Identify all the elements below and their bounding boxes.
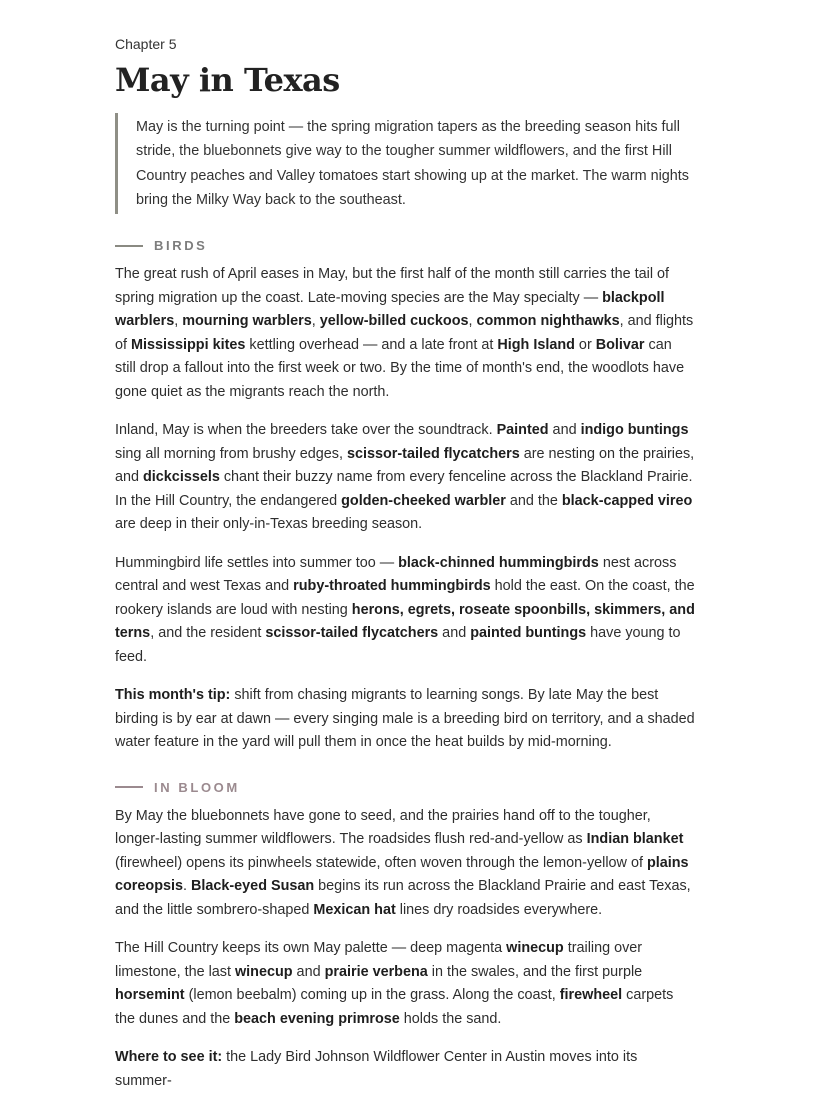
- highlighted-term: herons, egrets, roseate spoonbills, skimmers, and terns: [115, 601, 695, 642]
- highlighted-term: scissor-tailed flycatchers: [346, 445, 520, 462]
- highlighted-term: Mississippi kites: [131, 336, 246, 353]
- section-rule: [115, 245, 143, 247]
- bloom-paragraph-1: By May the bluebonnets have gone to seed, and the prairies hand off to the tougher, longer-lasting summer wildflowers. The roadsides flush red-and-yellow as Indian blanket (firewheel) opens its pinwheels statewide, often woven through the lemon-yellow of plains coreopsis. Black-eyed Susan begins its run across the Blackland Prairie and east Texas, and the little sombrero-shaped Mexican hat lines dry roadsides everywhere.: [115, 807, 691, 918]
- highlighted-term: plains coreopsis: [115, 854, 689, 895]
- highlighted-term: High Island: [497, 336, 575, 353]
- highlighted-term: common nighthawks: [476, 313, 620, 330]
- highlighted-term: indigo buntings: [580, 422, 689, 439]
- highlighted-term: winecup: [506, 940, 564, 957]
- birds-paragraph-1: The great rush of April eases in May, but the first half of the month still carries the tail of spring migration up the coast. Late-moving species are the May specialty — blackpoll warblers, mourning warblers, yellow-billed cuckoos, common nighthawks, and flights of Mississippi kites kettling overhead — and a late front at High Island or Bolivar can still drop a fallout into the first week or two. By the time of month's end, the woodlots have gone quiet as the migrants reach the north.: [115, 266, 694, 400]
- highlighted-term: horsemint: [115, 987, 185, 1004]
- highlighted-term: black-chinned hummingbirds: [398, 554, 599, 571]
- section-rule: [115, 786, 143, 788]
- highlighted-term: prairie verbena: [324, 963, 428, 980]
- highlighted-term: winecup: [234, 963, 293, 980]
- birds-section-heading: [115, 238, 696, 253]
- highlighted-term: firewheel: [559, 987, 623, 1004]
- highlighted-term: yellow-billed cuckoos: [319, 313, 469, 330]
- birds-paragraph-2: Inland, May is when the breeders take over the soundtrack. Painted and indigo buntings sing all morning from brushy edges, scissor-tailed flycatchers are nesting on the prairies, and dickcissels chant their buzzy name from every fenceline across the Blackland Prairie. In the Hill Country, the endangered golden-cheeked warbler and the black-capped vireo are deep in their only-in-Texas breeding season.: [115, 422, 695, 533]
- highlighted-term: Black-eyed Susan: [190, 878, 315, 895]
- chapter-title: May in Texas: [115, 61, 340, 99]
- highlighted-term: ruby-throated hummingbirds: [293, 578, 491, 595]
- bloom-paragraph-2: The Hill Country keeps its own May palette — deep magenta winecup trailing over limestone, the last winecup and prairie verbena in the swales, and the first purple horsemint (lemon beebalm) coming up in the grass. Along the coast, firewheel carpets the dunes and the beach evening primrose holds the sand.: [115, 940, 674, 1027]
- birds-tip-paragraph: This month's tip: shift from chasing migrants to learning songs. By late May the best birding is by ear at dawn — every singing male is a breeding bird on territory, and a shaded water feature in the yard will pull them in once the heat builds by mid-morning.: [115, 687, 695, 751]
- highlighted-term: Indian blanket: [586, 831, 684, 848]
- bloom-section-heading: [115, 780, 696, 795]
- birds-paragraph-3: Hummingbird life settles into summer too — black-chinned hummingbirds nest across central and west Texas and ruby-throated hummingbirds hold the east. On the coast, the rookery islands are loud with nesting herons, egrets, roseate spoonbills, skimmers, and terns, and the resident scissor-tailed flycatchers and painted buntings have young to feed.: [115, 554, 695, 665]
- highlighted-term: scissor-tailed flycatchers: [265, 625, 439, 642]
- highlighted-term: This month's tip:: [115, 687, 231, 704]
- highlighted-term: black-capped vireo: [561, 492, 693, 509]
- chapter-label: Chapter 5: [115, 36, 177, 52]
- highlighted-term: golden-cheeked warbler: [341, 492, 506, 509]
- bloom-where-paragraph: Where to see it: the Lady Bird Johnson Wildflower Center in Austin moves into its summer-: [115, 1049, 638, 1089]
- intro-callout: May is the turning point — the spring migration tapers as the breeding season hits full stride, the bluebonnets give way to the tougher summer wildflowers, and the first Hill Country peaches and Valley tomatoes start showing up at the market. The warm nights bring the Milky Way back to the southeast.: [115, 113, 696, 215]
- bloom-section-label: IN BLOOM: [154, 779, 240, 795]
- highlighted-term: Bolivar: [595, 336, 645, 353]
- highlighted-term: blackpoll warblers: [115, 289, 665, 330]
- highlighted-term: painted buntings: [470, 625, 587, 642]
- highlighted-term: mourning warblers: [182, 313, 312, 330]
- highlighted-term: Painted: [496, 422, 549, 439]
- highlighted-term: beach evening primrose: [234, 1010, 400, 1027]
- highlighted-term: Where to see it:: [115, 1049, 223, 1066]
- birds-section-label: BIRDS: [154, 238, 208, 254]
- highlighted-term: dickcissels: [143, 469, 220, 486]
- highlighted-term: Mexican hat: [313, 901, 396, 918]
